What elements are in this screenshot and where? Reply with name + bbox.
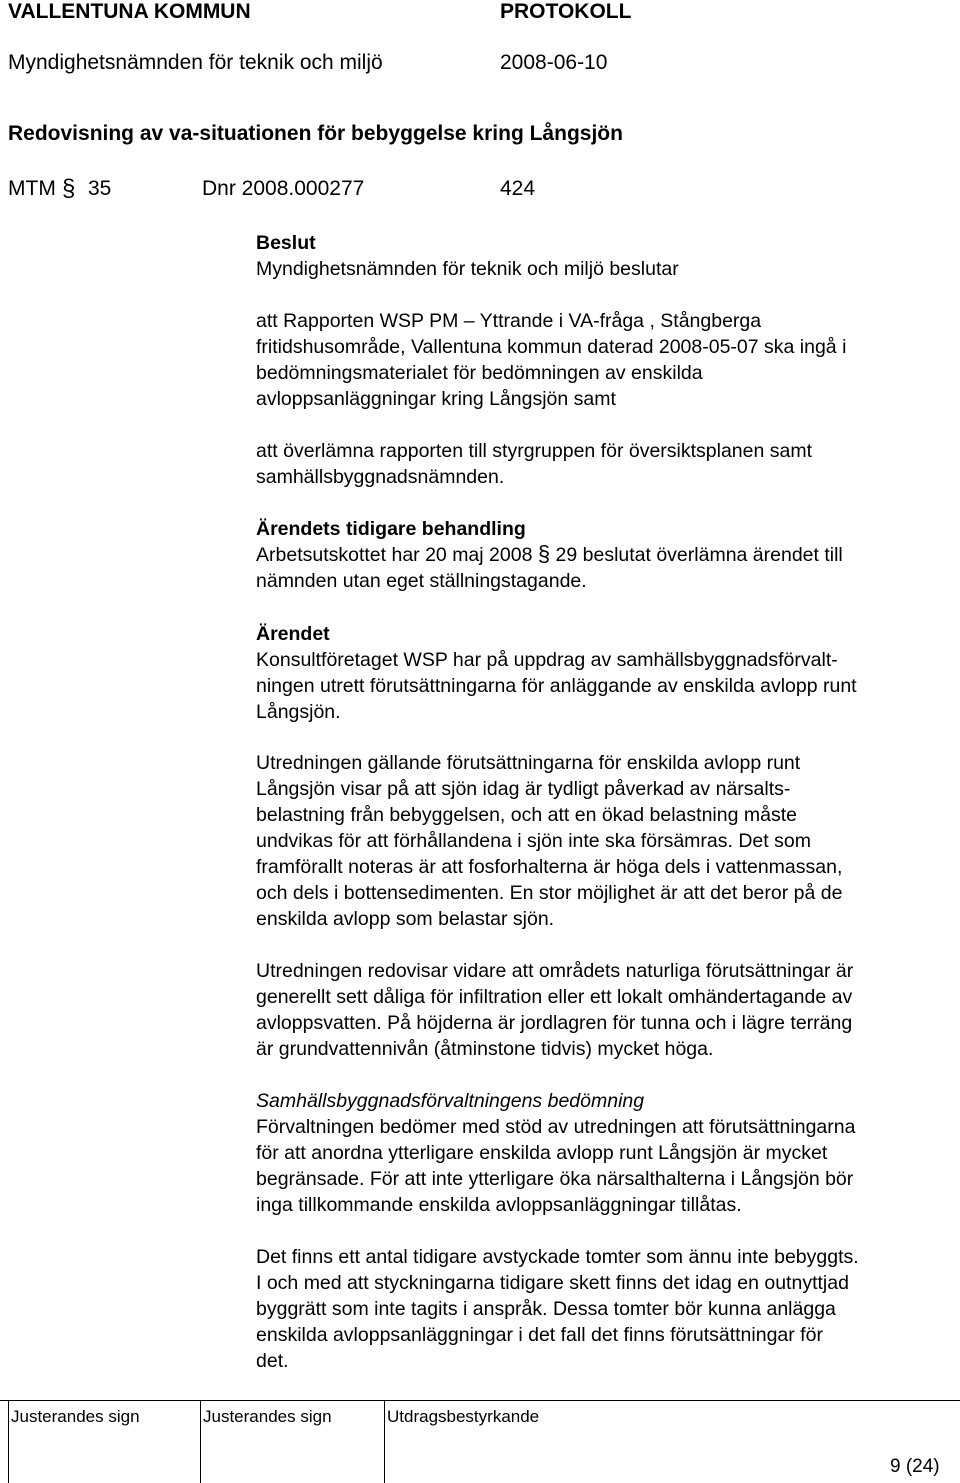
beslut-section [256, 230, 956, 282]
tidigare-section [256, 516, 956, 594]
bedomning-p2-line: enskilda avloppsanläggningar i det fall det finns förutsättningar för [256, 1324, 823, 1346]
att1-line: avloppsanläggningar kring Långsjön samt [256, 388, 616, 410]
tidigare-heading: Ärendets tidigare behandling [256, 518, 526, 540]
att2-line: att överlämna rapporten till styrgruppen för översiktsplanen samt [256, 440, 813, 462]
signature-footer [0, 1400, 960, 1483]
extract-label: Utdragsbestyrkande [387, 1407, 540, 1426]
footer-cell-sign-2 [200, 1401, 381, 1483]
beslut-att1 [256, 308, 956, 412]
case-mtm: MTM [8, 177, 56, 200]
section-sign-inline: § [537, 541, 551, 566]
org-name: VALLENTUNA KOMMUN [8, 0, 251, 23]
arendet-p3-line: generellt sett dåliga för infiltration eller ett lokalt omhändertagande av [256, 986, 853, 1008]
bedomning-p1-line: inga tillkommande enskilda avloppsanläggningar tillåtas. [256, 1194, 742, 1216]
doc-type: PROTOKOLL [500, 0, 632, 23]
bedomning-p2-line: det. [256, 1350, 289, 1372]
sign-label-2: Justerandes sign [203, 1407, 332, 1426]
bedomning-p2-line: I och med att styckningarna tidigare skett finns det idag en outnyttjad [256, 1272, 849, 1294]
arendet-p2-line: undvikas för att förhållandena i sjön inte ska försämras. Det som [256, 830, 811, 852]
att1-line: att Rapporten WSP PM – Yttrande i VA-fråga , Stångberga [256, 310, 762, 332]
board-name: Myndighetsnämnden för teknik och miljö [8, 51, 383, 74]
tidigare-line-1-pre: Arbetsutskottet har 20 maj 2008 [256, 544, 533, 566]
tidigare-line-1-post: 29 beslutat överlämna ärendet till [555, 544, 843, 566]
att1-line: bedömningsmaterialet för bedömningen av enskilda [256, 362, 703, 384]
bedomning-section [256, 1088, 956, 1218]
tidigare-line-1 [256, 542, 956, 568]
bedomning-p2-line: byggrätt som inte tagits i anspråk. Dessa tomter bör kunna anlägga [256, 1298, 836, 1320]
arendet-p2-line: belastning från bebyggelsen, och att en ökad belastning måste [256, 804, 797, 826]
arendet-heading: Ärendet [256, 623, 330, 645]
beslut-att2 [256, 438, 956, 490]
arendet-p2-line: enskilda avlopp som belastar sjön. [256, 908, 555, 930]
arendet-p3-line: är grundvattennivån (åtminstone tidvis) mycket höga. [256, 1038, 714, 1060]
meeting-date: 2008-06-10 [500, 51, 608, 74]
footer-cell-extract [384, 1401, 960, 1483]
tidigare-line-2: nämnden utan eget ställningstagande. [256, 570, 587, 592]
arendet-p1-line: Konsultföretaget WSP har på uppdrag av samhällsbyggnadsförvalt- [256, 649, 838, 671]
arendet-p2-line: Utredningen gällande förutsättningarna för enskilda avlopp runt [256, 752, 801, 774]
page-number: 9 (24) [890, 1456, 940, 1477]
beslut-intro: Myndighetsnämnden för teknik och miljö beslutar [256, 258, 679, 280]
arendet-p1-line: Långsjön. [256, 701, 341, 723]
bedomning-p1-line: för att anordna ytterligare enskilda avlopp runt Långsjön är mycket [256, 1142, 828, 1164]
att1-line: fritidshusområde, Vallentuna kommun daterad 2008-05-07 ska ingå i [256, 336, 847, 358]
bedomning-p1-line: begränsade. För att inte ytterligare öka närsalthalterna i Långsjön bör [256, 1168, 854, 1190]
beslut-heading: Beslut [256, 232, 316, 254]
footer-cell-sign-1 [8, 1401, 197, 1483]
sign-label-1: Justerandes sign [11, 1407, 140, 1426]
case-dnr: Dnr 2008.000277 [202, 177, 365, 200]
arendet-p3-line: avloppsvatten. På höjderna är jordlagren för tunna och i lägre terräng [256, 1012, 853, 1034]
case-code: 424 [500, 177, 536, 200]
arendet-p2 [256, 750, 956, 932]
case-number: 35 [88, 177, 112, 200]
arendet-p1-line: ningen utrett förutsättningarna för anläggande av enskilda avlopp runt [256, 675, 857, 697]
page-title: Redovisning av va-situationen för bebyggelse kring Långsjön [8, 122, 623, 145]
arendet-p2-line: framförallt noteras är att fosforhalterna är höga dels i vattenmassan, [256, 856, 843, 878]
arendet-p2-line: Långsjön visar på att sjön idag är tydligt påverkad av närsalts- [256, 778, 791, 800]
arendet-section [256, 621, 956, 725]
arendet-p2-line: och dels i bottensedimenten. En stor möjlighet är att det beror på de [256, 882, 843, 904]
bedomning-p2-line: Det finns ett antal tidigare avstyckade tomter som ännu inte bebyggts. [256, 1246, 859, 1268]
section-sign: § [62, 175, 76, 202]
att2-line: samhällsbyggnadsnämnden. [256, 466, 505, 488]
bedomning-heading: Samhällsbyggnadsförvaltningens bedömning [256, 1090, 645, 1112]
bedomning-p1-line: Förvaltningen bedömer med stöd av utredningen att förutsättningarna [256, 1116, 856, 1138]
arendet-p3-line: Utredningen redovisar vidare att områdets naturliga förutsättningar är [256, 960, 854, 982]
arendet-p3 [256, 958, 956, 1062]
bedomning-p2 [256, 1244, 956, 1374]
